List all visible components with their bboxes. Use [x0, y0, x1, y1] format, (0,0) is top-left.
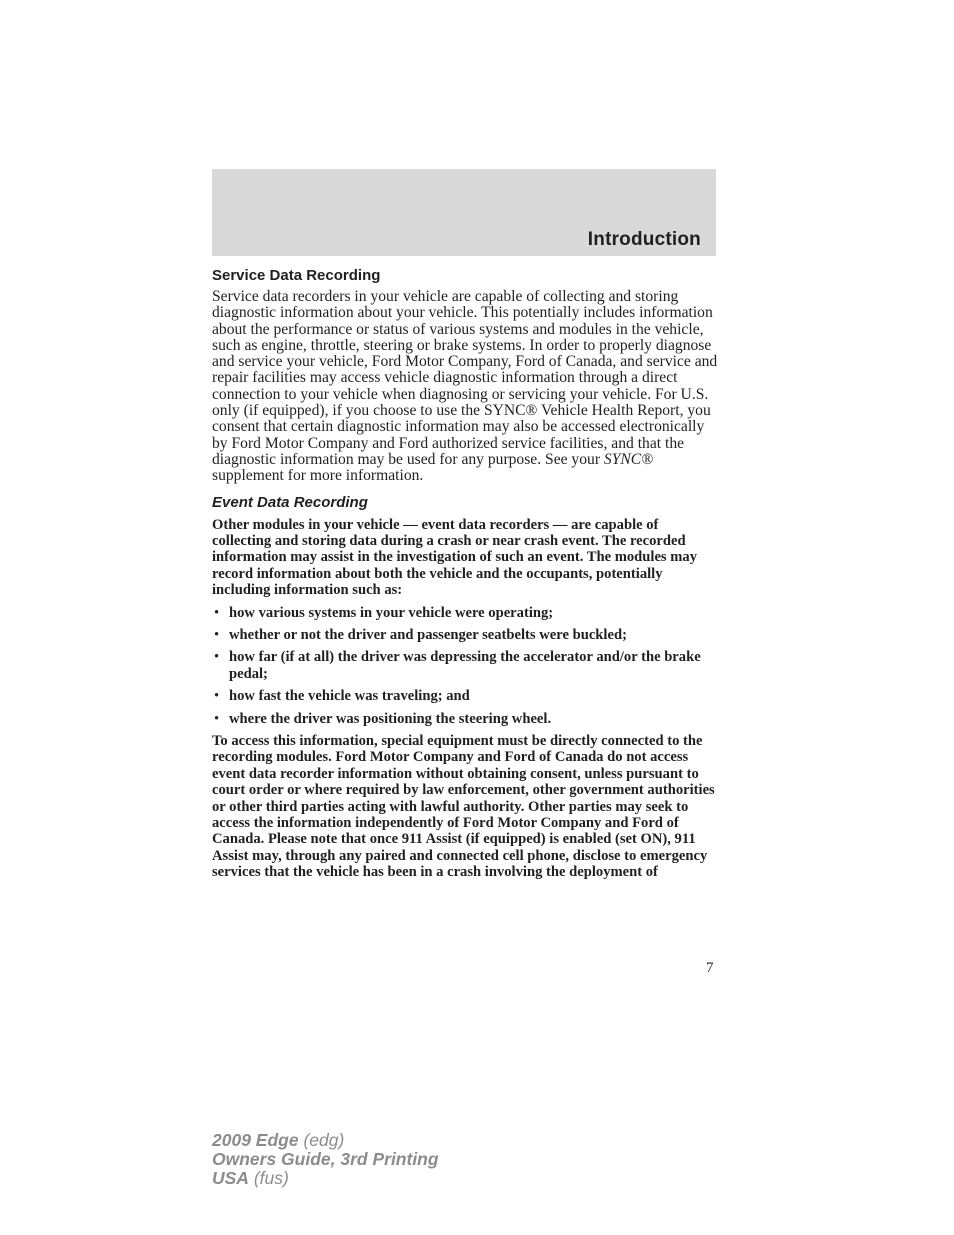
list-item-text: how fast the vehicle was traveling; and — [229, 688, 470, 705]
page-number: 7 — [706, 960, 714, 976]
footer-market-code: (fus) — [248, 1168, 289, 1188]
footer-model-code: (edg) — [298, 1130, 345, 1150]
list-item-text: how various systems in your vehicle were operating; — [229, 604, 554, 621]
section-title: Introduction — [587, 229, 701, 250]
bullet-icon: • — [214, 627, 220, 643]
event-data-heading: Event Data Recording — [212, 493, 368, 511]
list-item-text: where the driver was positioning the steering wheel. — [229, 710, 552, 727]
list-item — [212, 605, 718, 621]
bullet-icon: • — [214, 688, 220, 705]
page-content — [212, 267, 718, 881]
footer-market: USA — [212, 1168, 249, 1188]
list-item — [212, 711, 718, 727]
document-footer — [212, 1131, 439, 1188]
bullet-icon: • — [214, 649, 220, 666]
list-item — [212, 649, 718, 682]
event-data-closing: To access this information, special equipment must be directly connected to the recording modules. Ford Motor Company and Ford of Canada do not access event data recorder information without obtaining consent, unless pursuant to court order or where required by law enforcement, other government authorities or other third parties acting with lawful authority. Other parties may seek to access the information independently of Ford Motor Company and Ford of Canada. Please note that once 911 Assist (if equipped) is enabled (set ON), 911 Assist may, through any paired and connected cell phone, disclose to emergency services that the vehicle has been in a crash involving the deployment of — [212, 733, 715, 881]
bullet-icon: • — [214, 604, 220, 621]
service-data-text-1: Service data recorders in your vehicle are capable of collecting and storing diagnostic information about your vehicle. This potentially includes information about the performance or status of various systems and modules in the vehicle, such as engine, throttle, steering or brake systems. In order to properly diagnose and service your vehicle, Ford Motor Company, Ford of Canada, and service and repair facilities may access vehicle diagnostic information through a direct connection to your vehicle when diagnosing or servicing your vehicle. For U.S. only (if equipped), if you choose to use the SYNC® Vehicle Health Report, you consent that certain diagnostic information may also be accessed electronically by Ford Motor Company and Ford authorized service facilities, and that the diagnostic information may be used for any purpose. See your — [212, 288, 718, 468]
list-item — [212, 688, 718, 704]
sync-italic-text: SYNC® — [603, 450, 654, 468]
event-data-intro: Other modules in your vehicle — event data recorders — are capable of collecting and storing data during a crash or near crash event. The recorded information may assist in the investigation of such an event. The modules may record information about both the vehicle and the occupants, potentially including information such as: — [212, 516, 697, 599]
footer-line-model — [212, 1131, 439, 1150]
bullet-icon: • — [214, 710, 220, 727]
service-data-paragraph — [212, 289, 718, 485]
section-header-band — [212, 169, 716, 256]
list-item-text: whether or not the driver and passenger seatbelts were buckled; — [229, 627, 627, 643]
service-data-text-2: supplement for more information. — [212, 467, 424, 485]
footer-line-market — [212, 1169, 439, 1188]
footer-model: 2009 Edge — [212, 1130, 299, 1150]
service-data-heading: Service Data Recording — [212, 267, 381, 284]
list-item-text: how far (if at all) the driver was depressing the accelerator and/or the brake pedal; — [229, 649, 701, 682]
list-item — [212, 627, 718, 643]
event-data-bullet-list — [212, 605, 718, 727]
footer-line-guide: Owners Guide, 3rd Printing — [212, 1149, 439, 1169]
